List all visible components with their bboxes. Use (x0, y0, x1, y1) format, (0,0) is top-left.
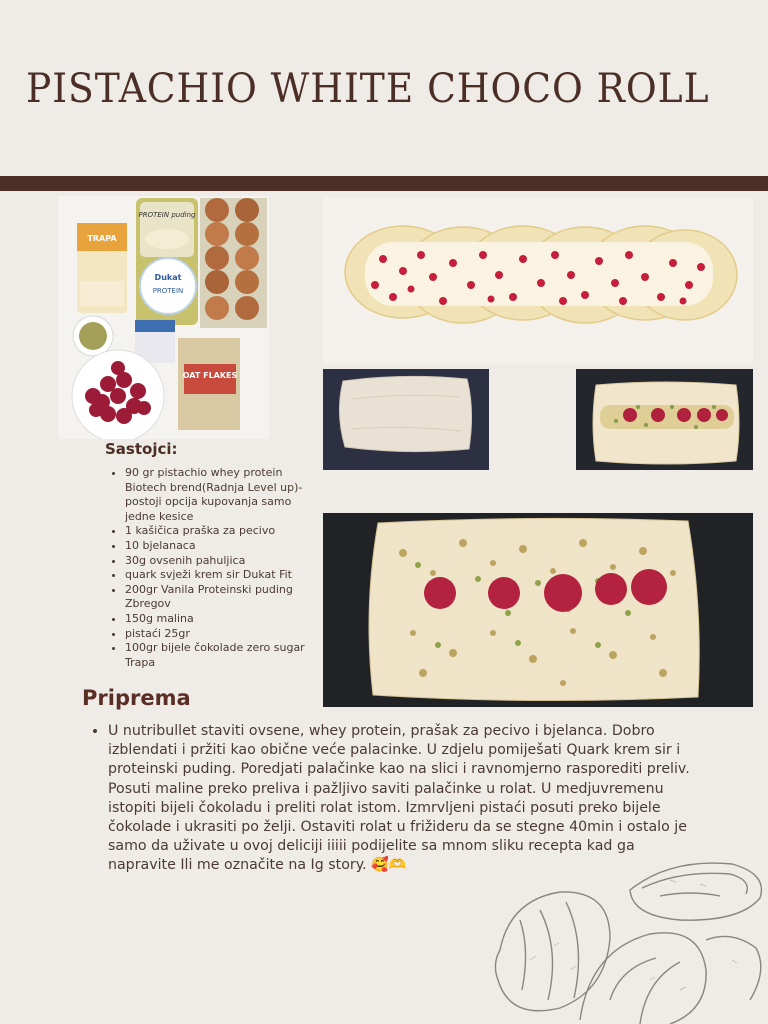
oat-flakes-label: OAT FLAKES (182, 371, 238, 380)
ingredients-list (108, 466, 315, 670)
dukat-label: Dukat (154, 273, 182, 282)
emoji-icons: 🥰🫶 (371, 857, 407, 874)
page-title: PISTACHIO WHITE CHOCO ROLL (26, 66, 710, 112)
ingredient-item: • 1 kašičica praška za pecivo (125, 524, 315, 539)
preparation-heading: Priprema (82, 686, 191, 710)
ingredient-item: • quark svježi krem sir Dukat Fit (125, 568, 315, 583)
trapa-label: TRAPA (87, 234, 117, 243)
pistachio-illustration (470, 850, 768, 1024)
ingredient-item: • 200gr Vanila Proteinski puding Zbregov (125, 583, 315, 612)
ingredient-item: • 90 gr pistachio whey protein Biotech brend(Radnja Level up)-postoji opcija kupovanja samo jedne kesice (125, 466, 315, 524)
roll-with-chocolate-photo (576, 369, 753, 470)
ingredients-photo (58, 196, 269, 439)
folded-roll-photo (323, 369, 489, 470)
header-divider-band (0, 176, 768, 191)
quark-label: PROTEIN (152, 287, 184, 295)
ingredient-item: • 30g ovsenih pahuljica (125, 554, 315, 569)
ingredient-item: • 150g malina (125, 612, 315, 627)
pancakes-with-raspberries-photo (323, 197, 753, 364)
ingredient-item: • 10 bjelanaca (125, 539, 315, 554)
finished-roll-photo (323, 513, 753, 707)
protein-pudding-label: PROTEIN puding (138, 211, 196, 219)
ingredient-item: • pistaći 25gr (125, 627, 315, 642)
ingredient-item: • 100gr bijele čokolade zero sugar Trapa (125, 641, 315, 670)
ingredients-heading: Sastojci: (105, 440, 178, 458)
preparation-text: U nutribullet staviti ovsene, whey protein, prašak za pecivo i bjelanca. Dobro izblendati i pržiti kao obične veće palacinke. U zdjelu pomiješati Quark krem sir i proteinski puding. Poredjati palačinke kao na slici i ravnomjerno rasporediti preliv. Posuti maline preko preliva i pažljivo saviti palačinke u rolat. U medjuvremenu istopiti bijeli čokoladu i preliti rolat istom. Izmrvljeni pistaći posuti preko bijele čokolade i ukrasiti po želji. Ostaviti rolat u frižideru da se stegne 40min i ostalo je samo da uživate u ovoj deliciji iiiii podijelite sa mnom sliku recepta kad ga napravite Ili me označite na Ig story. (108, 723, 690, 874)
